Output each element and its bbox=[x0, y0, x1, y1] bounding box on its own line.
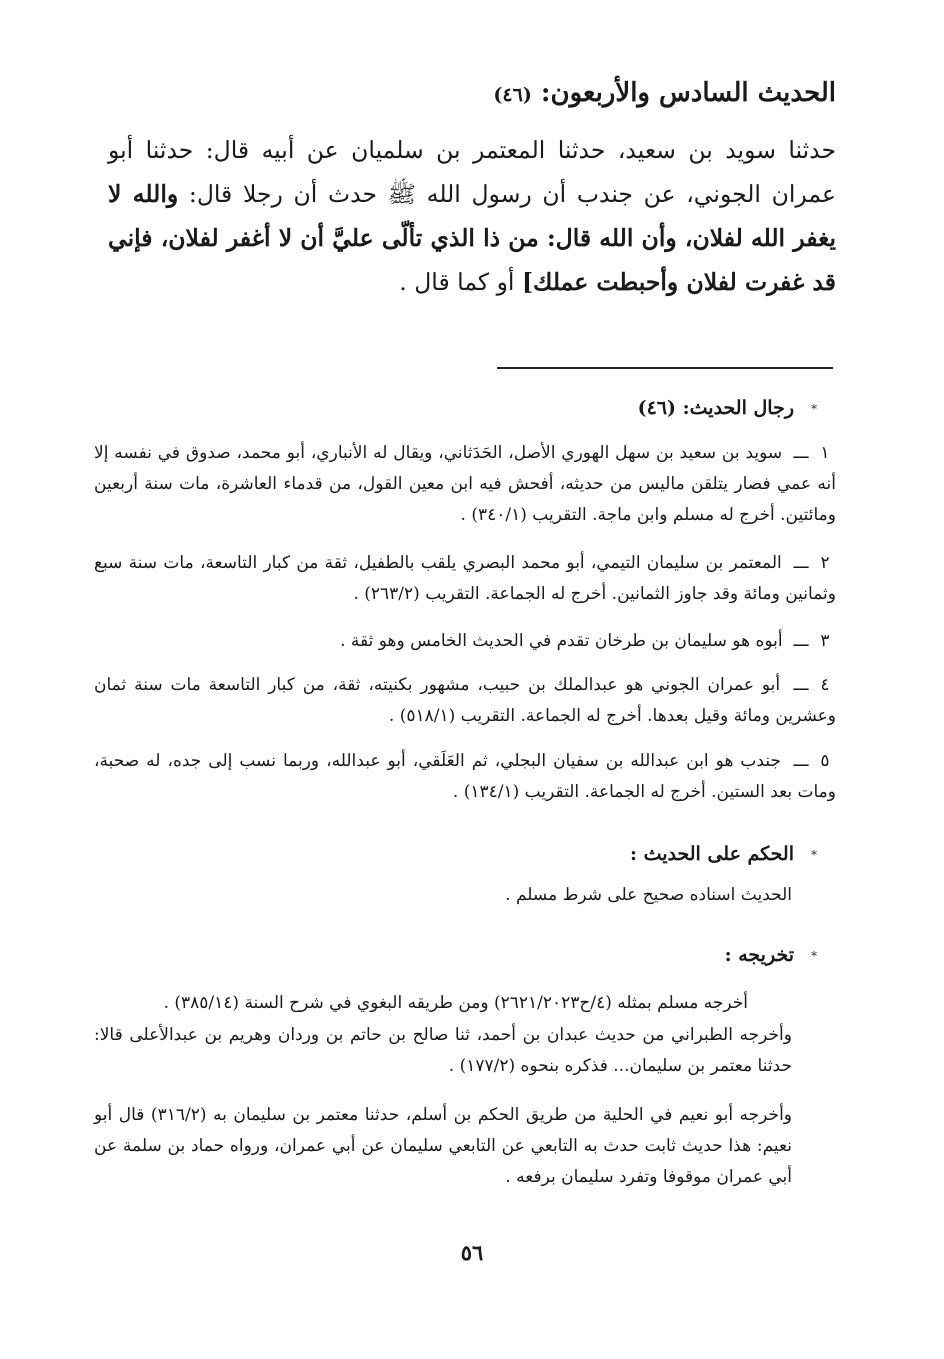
hadith-heading-title: الحديث السادس والأربعون: bbox=[540, 78, 836, 108]
hadith-text bbox=[108, 128, 836, 304]
takhrij-paragraph-1: أخرجه مسلم بمثله (٤/ح٢٦٢١/٢٠٢٣) ومن طريقه البغوي في شرح السنة (٣٨٥/١٤) . bbox=[163, 993, 748, 1013]
narrators-title-text: رجال الحديث: (٤٦) bbox=[637, 397, 794, 419]
hadith-heading-number: (٤٦) bbox=[493, 84, 532, 106]
narrator-text: سويد بن سعيد بن سهل الهوري الأصل، الحَدَثاني، ويقال له الأنباري، أبو محمد، صدوق في نفسه إلا أنه عمي فصار يتلقن ماليس من حديثه، أفحش فيه ابن معين القول، من قدماء العاشرة، مات سنة أربعين ومائتين. أخرج له مسلم وابن ماجة. التقريب (٣٤٠/١) . bbox=[94, 443, 836, 525]
takhrij-title bbox=[725, 944, 834, 966]
ruling-title bbox=[630, 843, 834, 865]
hadith-heading bbox=[96, 78, 836, 108]
narrator-dash: ـــ bbox=[793, 675, 809, 695]
narrator-text: المعتمر بن سليمان التيمي، أبو محمد البصري يلقب بالطفيل، ثقة من كبار التاسعة، مات سنة سبع وثمانين ومائة وقد جاوز الثمانين. أخرج له الجماعة. التقريب (٢٦٣/٢) . bbox=[94, 553, 836, 604]
page-number: ٥٦ bbox=[460, 1240, 484, 1265]
narrator-dash: ـــ bbox=[793, 751, 809, 771]
narrator-number: ٢ bbox=[820, 553, 830, 573]
narrator-dash: ـــ bbox=[793, 553, 809, 573]
narrator-dash: ـــ bbox=[793, 443, 809, 463]
narrator-text: جندب هو ابن عبدالله بن سفيان البجلي، ثم العَلَقي، أبو عبدالله، وربما نسب إلى جده، له صحبة، ومات بعد الستين. أخرج له الجماعة. التقريب (١٣٤/١) . bbox=[94, 751, 836, 802]
narrator-item-2 bbox=[94, 548, 836, 610]
star-icon: * bbox=[811, 848, 817, 862]
narrator-dash: ـــ bbox=[793, 631, 809, 651]
narrator-number: ٥ bbox=[820, 751, 830, 771]
star-icon: * bbox=[811, 949, 817, 963]
ruling-title-text: الحكم على الحديث : bbox=[629, 843, 794, 865]
hadith-text-normal: حدثنا سويد بن سعيد، حدثنا المعتمر بن سلميان عن أبيه قال: حدثنا أبو عمران الجوني، عن جندب أن رسول الله ﷺ حدث أن رجلا قال: bbox=[108, 136, 836, 208]
takhrij-title-text: تخريجه : bbox=[724, 944, 794, 966]
narrator-item-5 bbox=[94, 746, 836, 808]
narrators-title bbox=[638, 397, 834, 419]
footnote-divider bbox=[497, 367, 833, 369]
narrator-number: ٣ bbox=[820, 631, 830, 651]
narrator-text: أبوه هو سليمان بن طرخان تقدم في الحديث الخامس وهو ثقة . bbox=[340, 631, 783, 651]
takhrij-paragraph-2: وأخرجه الطبراني من حديث عبدان بن أحمد، ثنا صالح بن حاتم بن وردان وهريم بن عبدالأعلى قالا: حدثنا معتمر بن سليمان... فذكره بنحوه (١٧٧/٢) . bbox=[94, 1025, 792, 1076]
narrator-text: أبو عمران الجوني هو عبدالملك بن حبيب، مشهور بكنيته، ثقة، من كبار التاسعة مات سنة ثمان وعشرين ومائة وقيل بعدها. أخرج له الجماعة. التقريب (٥١٨/١) . bbox=[94, 675, 836, 726]
star-icon: * bbox=[811, 402, 817, 416]
ruling-text: الحديث اسناده صحيح على شرط مسلم . bbox=[505, 885, 792, 905]
hadith-text-bold: والله لا يغفر الله لفلان، وأن الله قال: من ذا الذي تألّى عليَّ أن لا أغفر لفلان، فإني قد غفرت لفلان وأحبطت عملك] bbox=[108, 180, 836, 296]
narrator-number: ٤ bbox=[820, 675, 830, 695]
narrator-item-3 bbox=[94, 626, 836, 657]
narrator-number: ١ bbox=[820, 443, 830, 463]
narrator-item-1 bbox=[94, 438, 836, 531]
takhrij-paragraph-3: وأخرجه أبو نعيم في الحلية من طريق الحكم بن أسلم، حدثنا معتمر بن سليمان به (٣١٦/٢) قال أبو نعيم: هذا حديث ثابت حدث به التابعي عن التابعي سليمان عن أبي عمران، ورواه حماد بن سلمة عن أبي عمران موقوفا وتفرد سليمان برفعه . bbox=[94, 1105, 793, 1187]
narrator-item-4 bbox=[94, 670, 836, 732]
hadith-text-end: أو كما قال . bbox=[399, 268, 522, 296]
